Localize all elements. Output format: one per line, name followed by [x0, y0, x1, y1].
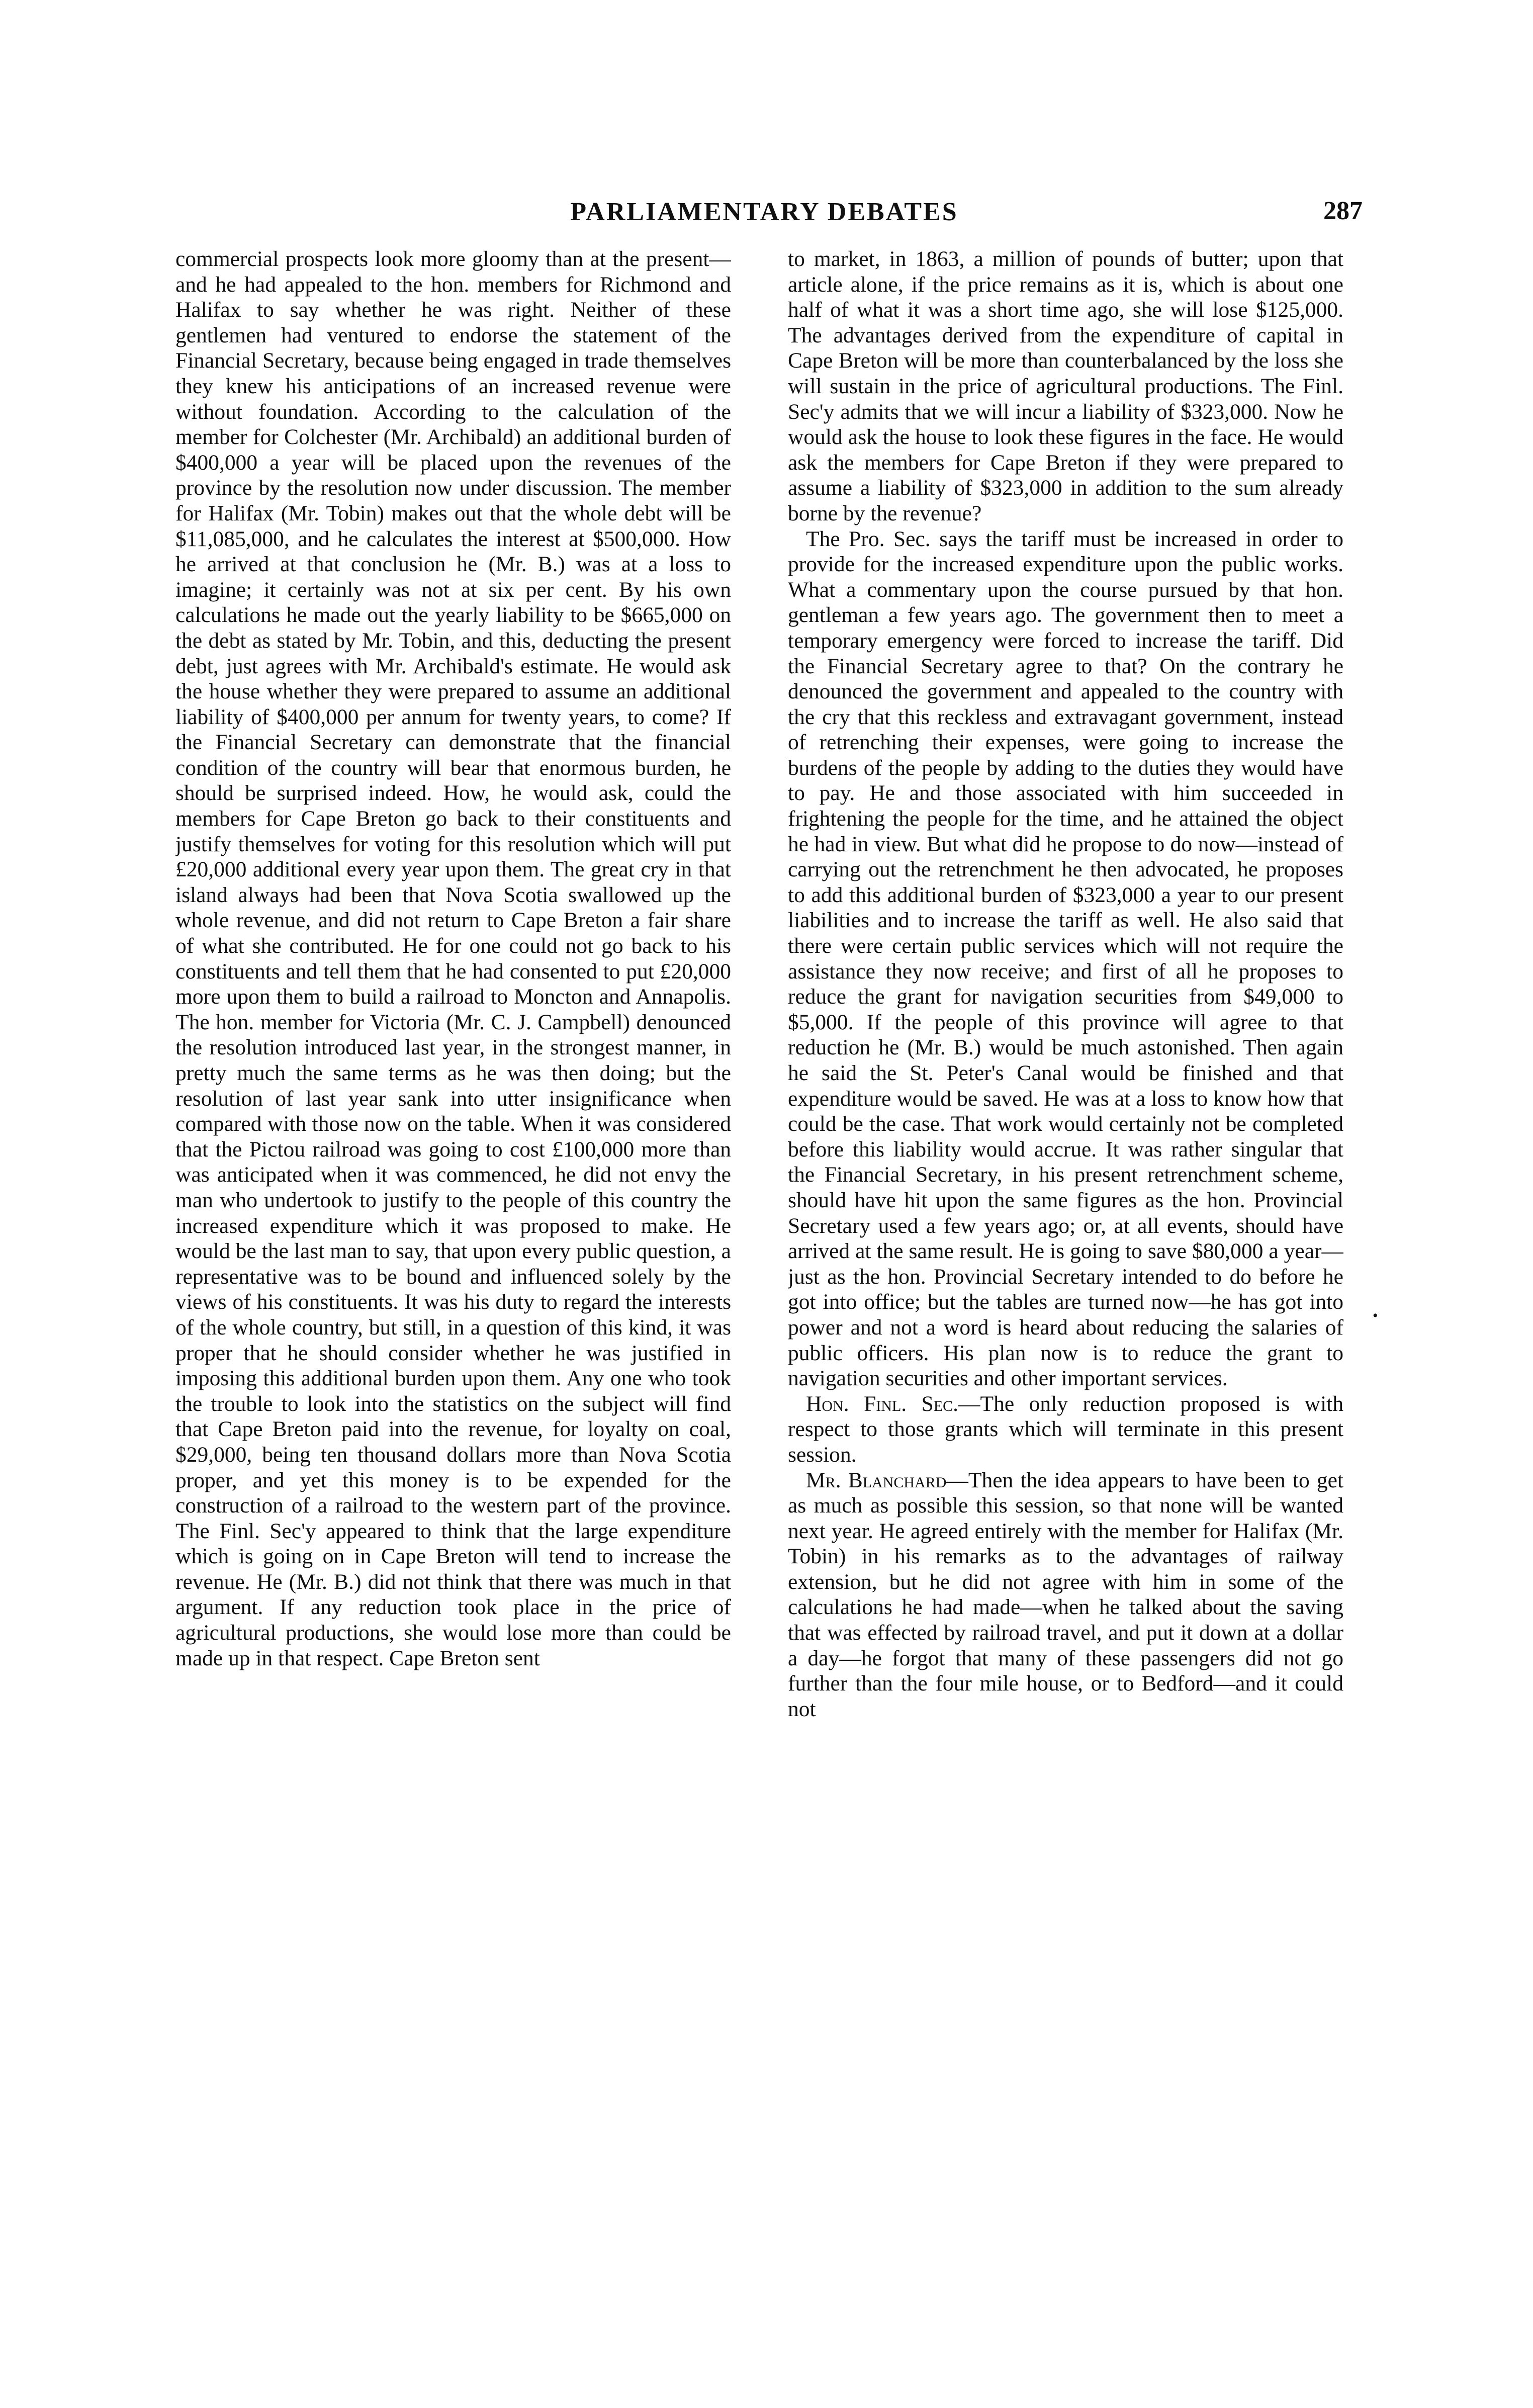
page-number: 287	[1323, 197, 1363, 225]
running-header-title: PARLIAMENTARY DEBATES	[570, 198, 958, 226]
speaker-name: Hon. Finl. Sec.	[806, 1391, 959, 1416]
speech-text: —Then the idea appears to have been to get as much as possible this session, so that none will be wanted next year. He agreed entirely with the member for Halifax (Mr. Tobin) in his remarks as to the advantages of railway extension, but he did not agree with him in some of the calculations he had made—when he talked about the saving that was effected by railroad travel, and put it down at a dollar a day—he forgot that many of these passengers did not go further than the four mile house, or to Bedford—and it could not	[788, 1468, 1343, 1721]
right-column-paragraph-4	[788, 1468, 1343, 1722]
right-column-paragraph-1: to market, in 1863, a million of pounds of butter; upon that article alone, if the price remains as it is, which is about one half of what it was a short time ago, she will lose $125,000. The advantages derived from the expenditure of capital in Cape Breton will be more than counterbalanced by the loss she will sustain in the price of agricultural productions. The Finl. Sec'y admits that we will incur a liability of $323,000. Now he would ask the house to look these figures in the face. He would ask the members for Cape Breton if they were prepared to assume a liability of $323,000 in addition to the sum already borne by the revenue?	[788, 247, 1343, 525]
left-column	[175, 246, 731, 2313]
left-column-paragraph: commercial prospects look more gloomy than at the present—and he had appealed to the hon. members for Richmond and Halifax to say whether he was right. Neither of these gentlemen had ventured to endorse the statement of the Financial Secretary, because being engaged in trade themselves they knew his anticipations of an increased revenue were without foundation. According to the calculation of the member for Colchester (Mr. Archibald) an additional burden of $400,000 a year will be placed upon the revenues of the province by the resolution now under discussion. The member for Halifax (Mr. Tobin) makes out that the whole debt will be $11,085,000, and he calculates the interest at $500,000. How he arrived at that conclusion he (Mr. B.) was at a loss to imagine; it certainly was not at six per cent. By his own calculations he made out the yearly liability to be $665,000 on the debt as stated by Mr. Tobin, and this, deducting the present debt, just agrees with Mr. Archibald's estimate. He would ask the house whether they were prepared to assume an additional liability of $400,000 per annum for twenty years, to come? If the Financial Secretary can demonstrate that the financial condition of the country will bear that enormous burden, he should be surprised indeed. How, he would ask, could the members for Cape Breton go back to their constituents and justify themselves for voting for this resolution which will put £20,000 additional every year upon them. The great cry in that island always had been that Nova Scotia swallowed up the whole revenue, and did not return to Cape Breton a fair share of what she contributed. He for one could not go back to his constituents and tell them that he had consented to put £20,000 more upon them to build a railroad to Moncton and Annapolis. The hon. member for Victoria (Mr. C. J. Campbell) denounced the resolution introduced last year, in the strongest manner, in pretty much the same terms as he was then doing; but the resolution of last year sank into utter insignificance when compared with those now on the table. When it was considered that the Pictou railroad was going to cost £100,000 more than was anticipated when it was commenced, he did not envy the man who undertook to justify to the people of this country the increased expenditure which it was proposed to make. He would be the last man to say, that upon every public question, a representative was to be bound and influenced solely by the views of his constituents. It was his duty to regard the interests of the whole country, but still, in a question of this kind, it was proper that he should consider whether he was justified in imposing this additional burden upon them. Any one who took the trouble to look into the statistics on the subject will find that Cape Breton paid into the revenue, for loyalty on coal, $29,000, being ten thousand dollars more than Nova Scotia proper, and yet this money is to be expended for the construction of a railroad to the western part of the province. The Finl. Sec'y appeared to think that the large expenditure which is going on in Cape Breton will tend to increase the revenue. He (Mr. B.) did not think that there was much in that argument. If any reduction took place in the price of agricultural productions, she would lose more than could be made up in that respect. Cape Breton sent	[175, 247, 731, 1670]
margin-dot-mark: •	[1373, 1307, 1378, 1324]
right-column-paragraph-2: The Pro. Sec. says the tariff must be increased in order to provide for the increased expenditure upon the public works. What a commentary upon the course pursued by that hon. gentleman a few years ago. The government then to meet a temporary emergency were forced to increase the tariff. Did the Financial Secretary agree to that? On the contrary he denounced the government and appealed to the country with the cry that this reckless and extravagant government, instead of retrenching their expenses, were going to increase the burdens of the people by adding to the duties they would have to pay. He and those associated with him succeeded in frightening the people for the time, and he attained the object he had in view. But what did he propose to do now—instead of carrying out the retrenchment he then advocated, he proposes to add this additional burden of $323,000 a year to our present liabilities and to increase the tariff as well. He also said that there were certain public services which will not require the assistance they now receive; and first of all he proposes to reduce the grant for navigation securities from $49,000 to $5,000. If the people of this province will agree to that reduction he (Mr. B.) would be much astonished. Then again he said the St. Peter's Canal would be finished and that expenditure would be saved. He was at a loss to know how that could be the case. That work would certainly not be completed before this liability would accrue. It was rather singular that the Financial Secretary, in his present retrenchment scheme, should have hit upon the same figures as the hon. Provincial Secretary used a few years ago; or, at all events, should have arrived at the same result. He is going to save $80,000 a year—just as the hon. Provincial Secretary intended to do before he got into office; but the tables are turned now—he has got into power and not a word is heard about reducing the salaries of public officers. His plan now is to reduce the grant to navigation securities and other important services.	[788, 526, 1343, 1391]
right-column-paragraph-3	[788, 1391, 1343, 1468]
speaker-name: Mr. Blanchard	[806, 1468, 947, 1492]
right-column	[788, 246, 1343, 2313]
speech-text: —The only reduction proposed is with respect to those grants which will terminate in this present session.	[788, 1391, 1343, 1467]
